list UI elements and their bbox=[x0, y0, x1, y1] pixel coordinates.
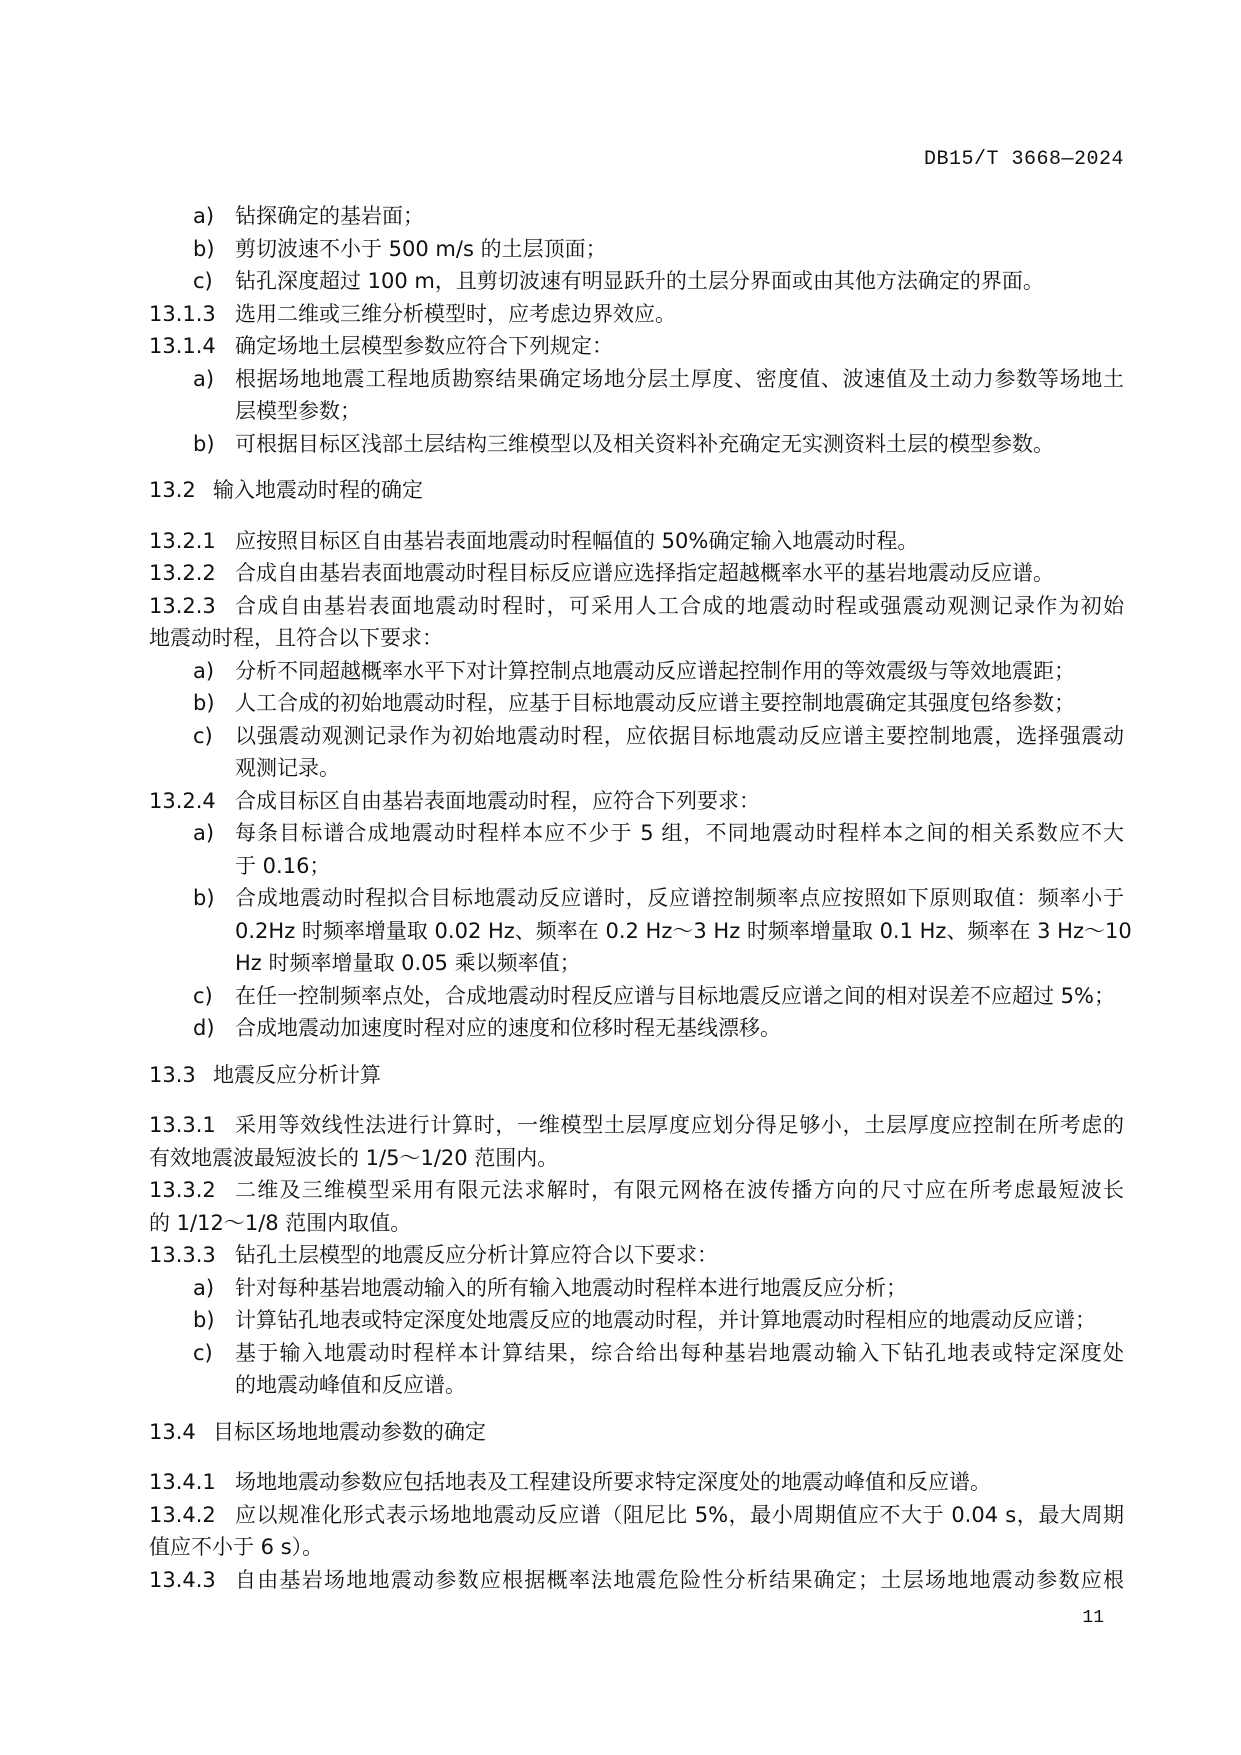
text-line bbox=[149, 915, 1132, 948]
item-label: a) bbox=[193, 1275, 215, 1300]
text-line bbox=[149, 1369, 1124, 1402]
line-text: 合成地震动加速度时程对应的速度和位移时程无基线漂移。 bbox=[235, 1016, 781, 1040]
document-body bbox=[149, 200, 1132, 1596]
line-text: 合成目标区自由基岩表面地震动时程，应符合下列要求： bbox=[235, 788, 760, 813]
text-line bbox=[149, 1499, 1124, 1532]
line-text: 确定场地土层模型参数应符合下列规定： bbox=[235, 334, 613, 358]
line-text: 0.2Hz 时频率增量取 0.02 Hz、频率在 0.2 Hz～3 Hz 时频率增量取 0.1 Hz、频率在 3 Hz～10 bbox=[235, 918, 1132, 943]
line-text: 地震动时程，且符合以下要求： bbox=[149, 626, 443, 650]
list-item bbox=[149, 980, 1124, 1013]
text-line bbox=[149, 655, 1124, 688]
item-label: c) bbox=[193, 723, 213, 748]
text-line bbox=[149, 720, 1124, 753]
clause bbox=[149, 557, 1124, 590]
clause bbox=[149, 1109, 1124, 1174]
section-title: 输入地震动时程的确定 bbox=[213, 478, 423, 502]
item-label: c) bbox=[193, 983, 213, 1008]
item-label: a) bbox=[193, 366, 215, 391]
clause-number: 13.2.2 bbox=[149, 561, 216, 585]
heading-line bbox=[149, 1059, 1124, 1092]
list-item bbox=[149, 1272, 1124, 1305]
line-text: 分析不同超越概率水平下对计算控制点地震动反应谱起控制作用的等效震级与等效地震距； bbox=[235, 658, 1075, 683]
text-line bbox=[149, 1564, 1124, 1597]
line-text: 的 1/12～1/8 范围内取值。 bbox=[149, 1210, 412, 1235]
text-line bbox=[149, 1239, 1124, 1272]
clause-number: 13.3.1 bbox=[149, 1113, 216, 1137]
text-line bbox=[149, 363, 1124, 396]
clause bbox=[149, 330, 1124, 363]
item-label: c) bbox=[193, 269, 213, 293]
line-text: 以强震动观测记录作为初始地震动时程，应依据目标地震动反应谱主要控制地震，选择强震动 bbox=[235, 723, 1124, 748]
line-text: 选用二维或三维分析模型时，应考虑边界效应。 bbox=[235, 301, 676, 326]
text-line bbox=[149, 1174, 1124, 1207]
list-item bbox=[149, 200, 1124, 233]
section-heading bbox=[149, 474, 1124, 507]
line-text: 观测记录。 bbox=[235, 756, 340, 780]
clause bbox=[149, 1239, 1124, 1272]
text-line bbox=[149, 395, 1124, 428]
line-text: 的地震动峰值和反应谱。 bbox=[235, 1373, 466, 1397]
text-line bbox=[149, 752, 1124, 785]
line-text: 自由基岩场地地震动参数应根据概率法地震危险性分析结果确定；土层场地地震动参数应根 bbox=[235, 1567, 1124, 1592]
line-text: 可根据目标区浅部土层结构三维模型以及相关资料补充确定无实测资料土层的模型参数。 bbox=[235, 431, 1054, 456]
line-text: 采用等效线性法进行计算时，一维模型土层厚度应划分得足够小，土层厚度应控制在所考虑的 bbox=[235, 1113, 1124, 1137]
clause-number: 13.4.2 bbox=[149, 1502, 216, 1527]
text-line bbox=[149, 1109, 1124, 1142]
line-text: 二维及三维模型采用有限元法求解时，有限元网格在波传播方向的尺寸应在所考虑最短波长 bbox=[235, 1178, 1124, 1202]
text-line bbox=[149, 817, 1124, 850]
item-label: b) bbox=[193, 886, 215, 910]
line-text: 钻孔土层模型的地震反应分析计算应符合以下要求： bbox=[235, 1243, 718, 1267]
line-text: 应按照目标区自由基岩表面地震动时程幅值的 50%确定输入地震动时程。 bbox=[235, 528, 919, 553]
line-text: 剪切波速不小于 500 m/s 的土层顶面； bbox=[235, 236, 607, 261]
item-label: a) bbox=[193, 204, 215, 228]
list-item bbox=[149, 655, 1124, 688]
clause bbox=[149, 590, 1124, 655]
heading-line bbox=[149, 1416, 1124, 1449]
item-label: b) bbox=[193, 691, 215, 715]
text-line bbox=[149, 785, 1124, 818]
heading-line bbox=[149, 474, 1124, 507]
line-text: 合成自由基岩表面地震动时程目标反应谱应选择指定超越概率水平的基岩地震动反应谱。 bbox=[235, 561, 1054, 585]
line-text: 层模型参数； bbox=[235, 399, 361, 423]
section-title: 地震反应分析计算 bbox=[213, 1062, 381, 1087]
line-text: 钻探确定的基岩面； bbox=[235, 204, 424, 228]
list-item bbox=[149, 687, 1124, 720]
list-item bbox=[149, 1304, 1124, 1337]
text-line bbox=[149, 1466, 1124, 1499]
text-line bbox=[149, 1337, 1124, 1370]
line-text: 计算钻孔地表或特定深度处地震反应的地震动时程，并计算地震动时程相应的地震动反应谱； bbox=[235, 1308, 1096, 1332]
document-code-header: DB15/T 3668—2024 bbox=[923, 148, 1124, 171]
clause bbox=[149, 298, 1124, 331]
item-label: b) bbox=[193, 431, 215, 456]
text-line bbox=[149, 622, 1124, 655]
clause-number: 13.2.1 bbox=[149, 528, 216, 553]
line-text: 应以规准化形式表示场地地震动反应谱（阻尼比 5%，最小周期值应不大于 0.04 s，最大周期 bbox=[235, 1502, 1124, 1527]
text-line bbox=[149, 882, 1124, 915]
clause bbox=[149, 1499, 1124, 1564]
text-line bbox=[149, 1272, 1124, 1305]
line-text: 在任一控制频率点处，合成地震动时程反应谱与目标地震反应谱之间的相对误差不应超过 5%； bbox=[235, 983, 1115, 1008]
line-text: 针对每种基岩地震动输入的所有输入地震动时程样本进行地震反应分析； bbox=[235, 1275, 907, 1300]
line-text: 合成地震动时程拟合目标地震动反应谱时，反应谱控制频率点应按照如下原则取值：频率小于 bbox=[235, 886, 1124, 910]
line-text: 基于输入地震动时程样本计算结果，综合给出每种基岩地震动输入下钻孔地表或特定深度处 bbox=[235, 1340, 1124, 1365]
text-line bbox=[149, 687, 1124, 720]
text-line bbox=[149, 265, 1124, 298]
line-text: 每条目标谱合成地震动时程样本应不少于 5 组，不同地震动时程样本之间的相关系数应不大 bbox=[235, 821, 1124, 845]
clause bbox=[149, 1174, 1124, 1239]
text-line bbox=[149, 525, 1124, 558]
item-label: d) bbox=[193, 1016, 215, 1040]
line-text: 有效地震波最短波长的 1/5～1/20 范围内。 bbox=[149, 1145, 559, 1170]
item-label: b) bbox=[193, 1308, 215, 1332]
line-text: 场地地震动参数应包括地表及工程建设所要求特定深度处的地震动峰值和反应谱。 bbox=[235, 1470, 991, 1494]
clause bbox=[149, 785, 1124, 818]
clause bbox=[149, 1564, 1124, 1597]
text-line bbox=[149, 1012, 1124, 1045]
list-item bbox=[149, 817, 1124, 882]
clause-number: 13.3.3 bbox=[149, 1243, 216, 1267]
list-item bbox=[149, 265, 1124, 298]
clause-number: 13.3.2 bbox=[149, 1178, 216, 1202]
section-number: 13.4 bbox=[149, 1419, 196, 1444]
line-text: 钻孔深度超过 100 m，且剪切波速有明显跃升的土层分界面或由其他方法确定的界面。 bbox=[235, 269, 1044, 293]
clause-number: 13.1.3 bbox=[149, 301, 216, 326]
text-line bbox=[149, 330, 1124, 363]
clause bbox=[149, 1466, 1124, 1499]
text-line bbox=[149, 1304, 1124, 1337]
text-line bbox=[149, 1531, 1124, 1564]
clause-number: 13.4.3 bbox=[149, 1567, 216, 1592]
line-text: Hz 时频率增量取 0.05 乘以频率值； bbox=[235, 951, 581, 975]
line-text: 人工合成的初始地震动时程，应基于目标地震动反应谱主要控制地震确定其强度包络参数； bbox=[235, 691, 1075, 715]
item-label: a) bbox=[193, 821, 215, 845]
text-line bbox=[149, 200, 1124, 233]
item-label: c) bbox=[193, 1340, 213, 1365]
text-line bbox=[149, 850, 1124, 883]
line-text: 根据场地地震工程地质勘察结果确定场地分层土厚度、密度值、波速值及土动力参数等场地土 bbox=[235, 366, 1124, 391]
text-line bbox=[149, 980, 1124, 1013]
section-heading bbox=[149, 1059, 1124, 1092]
text-line bbox=[149, 298, 1124, 331]
clause-number: 13.4.1 bbox=[149, 1470, 216, 1494]
section-number: 13.3 bbox=[149, 1062, 196, 1087]
page-number: 11 bbox=[1082, 1608, 1104, 1628]
section-title: 目标区场地地震动参数的确定 bbox=[213, 1419, 486, 1444]
line-text: 于 0.16； bbox=[235, 853, 331, 878]
text-line bbox=[149, 947, 1124, 980]
item-label: b) bbox=[193, 236, 215, 261]
list-item bbox=[149, 233, 1124, 266]
item-label: a) bbox=[193, 658, 215, 683]
line-text: 值应不小于 6 s）。 bbox=[149, 1535, 324, 1559]
line-text: 合成自由基岩表面地震动时程时，可采用人工合成的地震动时程或强震动观测记录作为初始 bbox=[235, 593, 1124, 618]
list-item bbox=[149, 428, 1124, 461]
section-heading bbox=[149, 1416, 1124, 1449]
clause-number: 13.2.3 bbox=[149, 593, 216, 618]
clause-number: 13.2.4 bbox=[149, 788, 216, 813]
clause bbox=[149, 525, 1124, 558]
section-number: 13.2 bbox=[149, 478, 196, 502]
text-line bbox=[149, 1142, 1124, 1175]
list-item bbox=[149, 363, 1124, 428]
text-line bbox=[149, 428, 1124, 461]
text-line bbox=[149, 557, 1124, 590]
clause-number: 13.1.4 bbox=[149, 334, 216, 358]
text-line bbox=[149, 590, 1124, 623]
list-item bbox=[149, 882, 1132, 980]
list-item bbox=[149, 1337, 1124, 1402]
text-line bbox=[149, 233, 1124, 266]
list-item bbox=[149, 720, 1124, 785]
text-line bbox=[149, 1207, 1124, 1240]
list-item bbox=[149, 1012, 1124, 1045]
